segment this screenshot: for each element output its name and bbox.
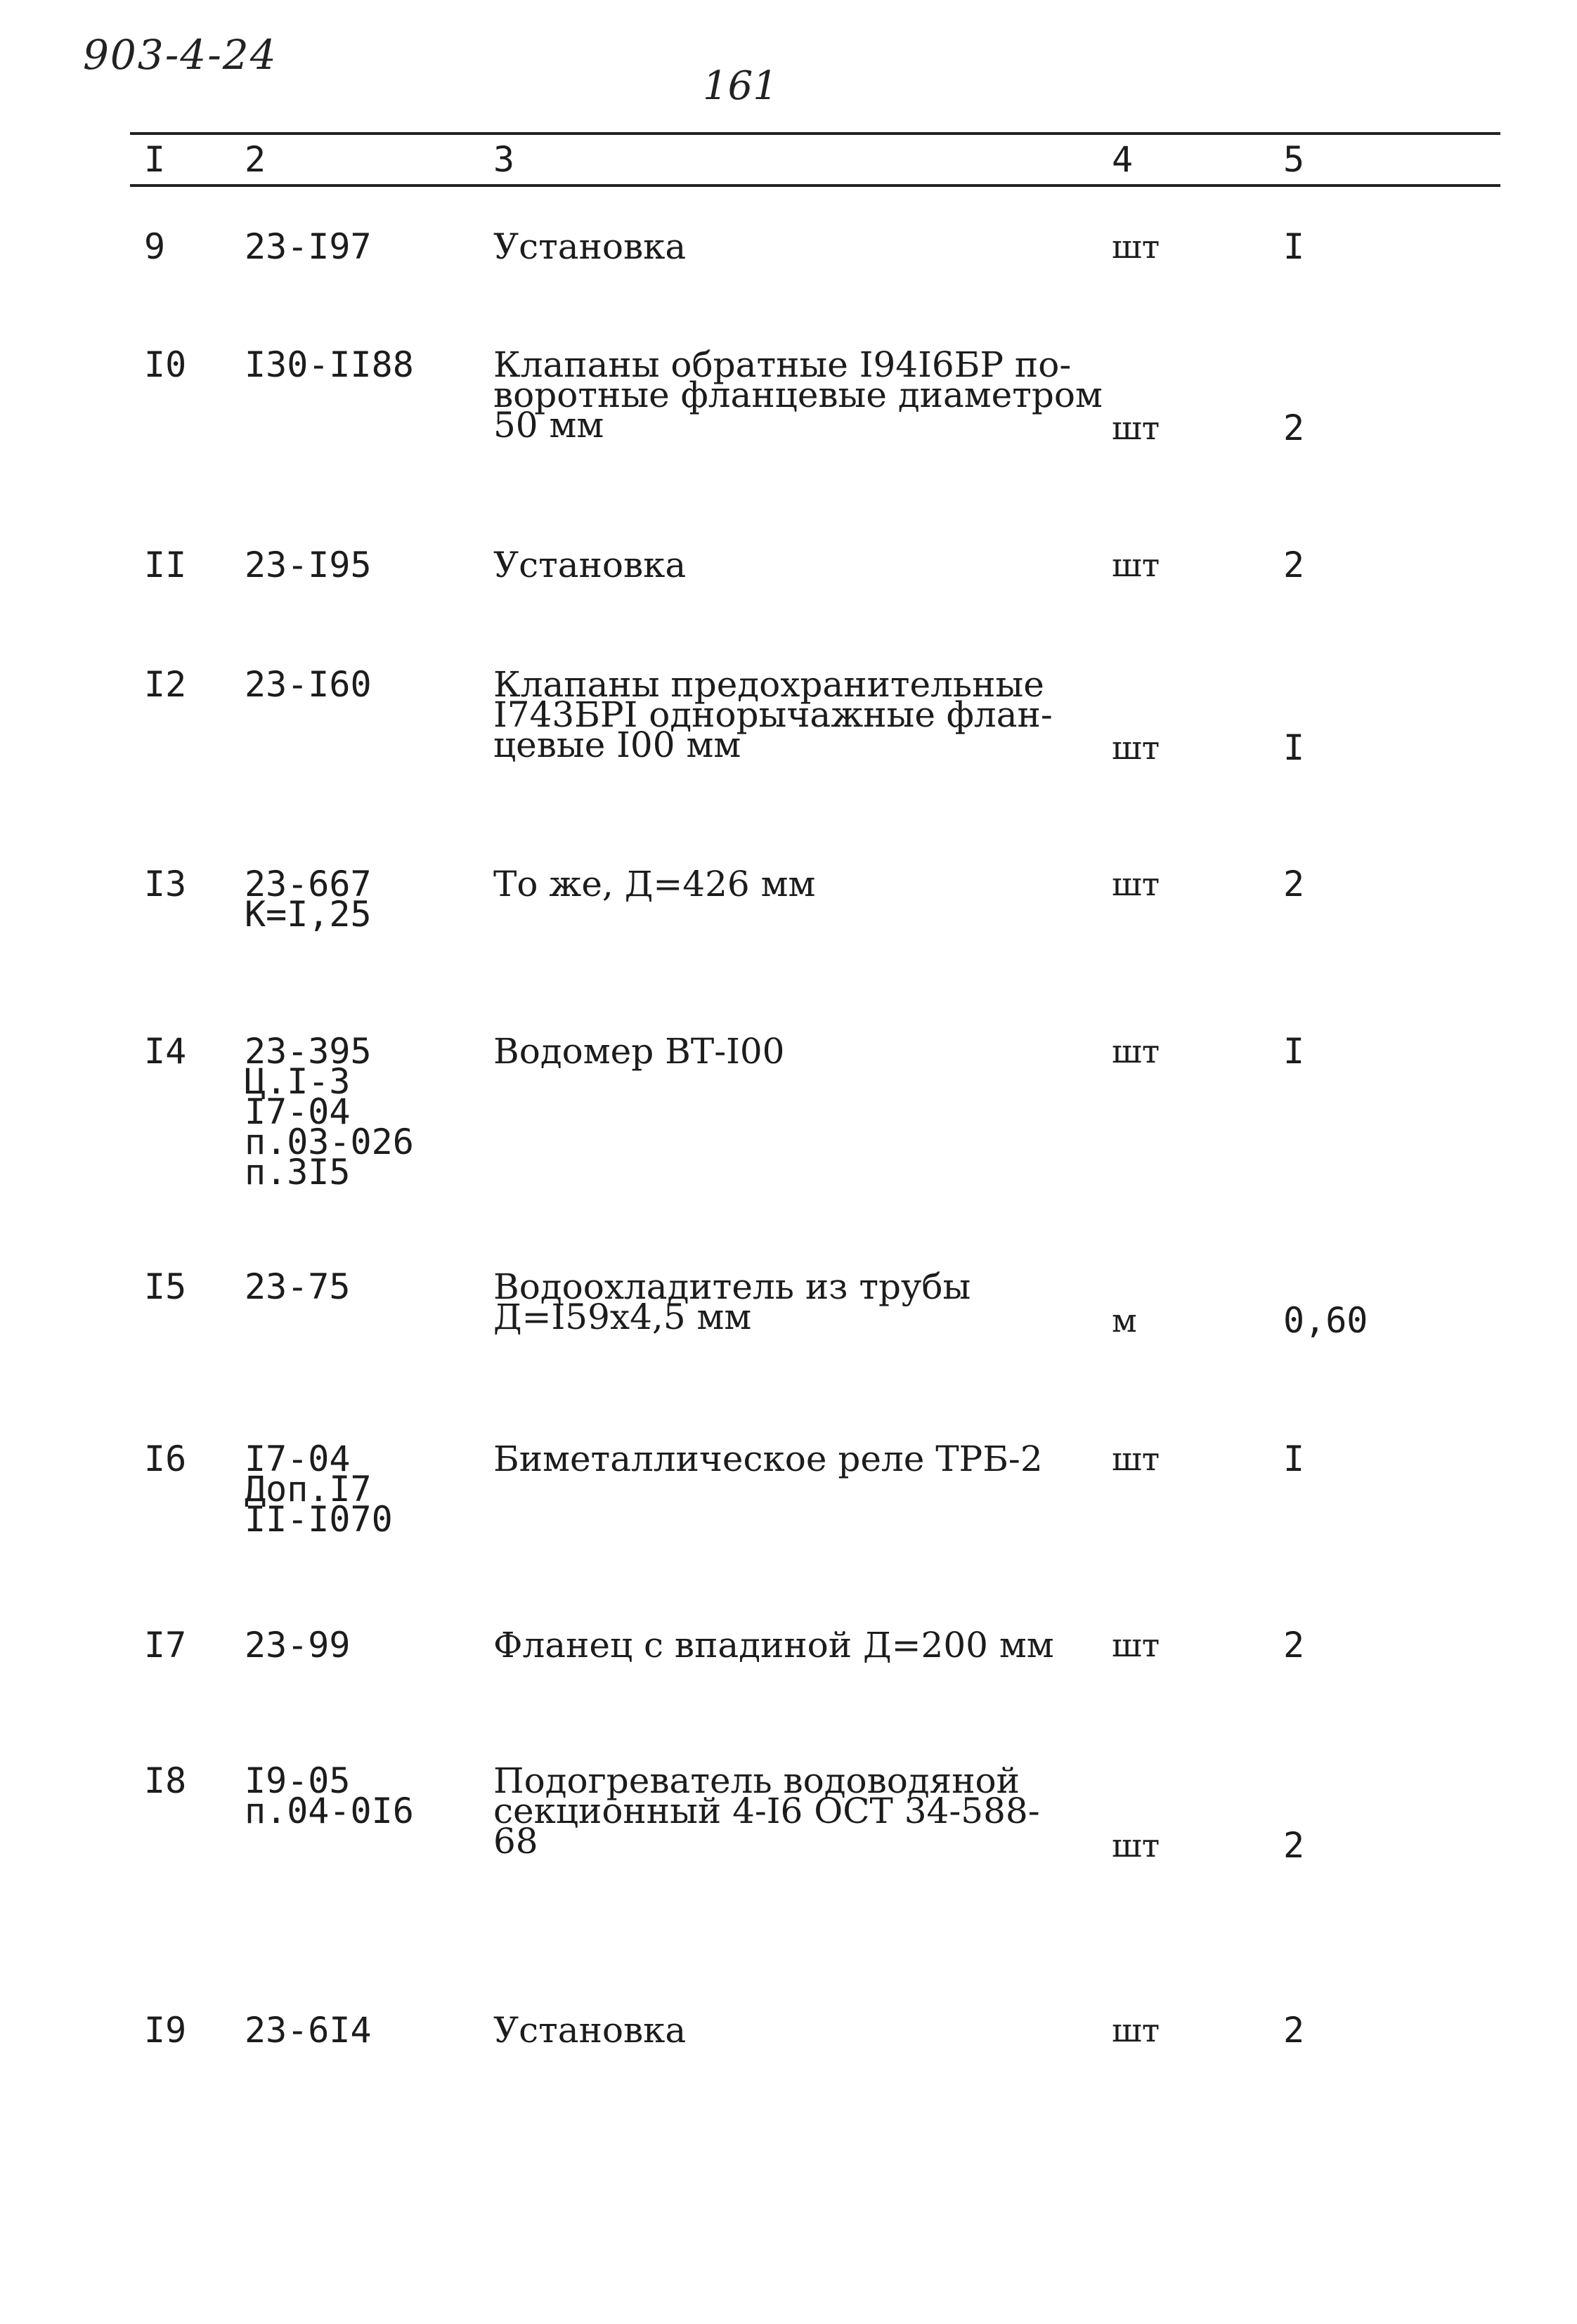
row-unit: шт	[1112, 1626, 1160, 1664]
row-unit: шт	[1112, 729, 1160, 767]
row-unit: шт	[1112, 228, 1160, 266]
row-name: Водоохладитель из трубы Д=I59х4,5 мм	[493, 1266, 971, 1337]
row-number: I9	[144, 2010, 187, 2051]
row-number: II	[144, 545, 187, 585]
row-name: Клапаны предохранительные I743БРI однорычажные флан- цевые I00 мм	[493, 664, 1053, 765]
row-quantity: 2	[1283, 545, 1305, 585]
table-top-rule	[130, 132, 1500, 135]
column-header-2: 2	[245, 139, 266, 180]
row-number: I3	[144, 864, 187, 904]
row-number: I7	[144, 1625, 187, 1666]
column-header-4: 4	[1112, 139, 1134, 180]
row-unit: шт	[1112, 1826, 1160, 1864]
row-number: I4	[144, 1031, 187, 1072]
row-name: Установка	[493, 2010, 687, 2051]
row-code: 23-99	[245, 1625, 351, 1666]
row-code: 23-6I4	[245, 2010, 372, 2051]
row-name: Водомер ВТ-I00	[493, 1031, 785, 1072]
row-quantity: 2	[1283, 2010, 1305, 2051]
row-name: Подогреватель водоводяной секционный 4-I6 ОСТ 34-588- 68	[493, 1760, 1040, 1862]
row-code: I30-II88	[245, 344, 414, 385]
row-unit: шт	[1112, 409, 1160, 447]
row-unit: шт	[1112, 546, 1160, 584]
column-header-1: I	[144, 139, 166, 180]
row-code: 23-I95	[245, 545, 372, 585]
row-code: 23-75	[245, 1266, 351, 1307]
row-quantity: 0,60	[1283, 1300, 1368, 1341]
row-name: То же, Д=426 мм	[493, 864, 816, 904]
row-quantity: 2	[1283, 1825, 1305, 1866]
row-code: 23-I60	[245, 664, 372, 705]
row-quantity: 2	[1283, 408, 1305, 448]
row-number: I2	[144, 664, 187, 705]
row-quantity: I	[1283, 1439, 1305, 1479]
row-quantity: 2	[1283, 864, 1305, 904]
row-number: I8	[144, 1760, 187, 1801]
row-name: Установка	[493, 545, 687, 585]
row-code: I9-05 п.04-0I6	[245, 1760, 414, 1831]
row-name: Биметаллическое реле ТРБ-2	[493, 1439, 1043, 1479]
row-quantity: I	[1283, 226, 1305, 267]
page-number: 161	[703, 63, 778, 109]
column-header-3: 3	[493, 139, 515, 180]
column-header-5: 5	[1283, 139, 1305, 180]
row-name: Фланец с впадиной Д=200 мм	[493, 1625, 1054, 1666]
row-unit: шт	[1112, 865, 1160, 903]
row-number: 9	[144, 226, 166, 267]
row-code: 23-I97	[245, 226, 372, 267]
row-name: Клапаны обратные I94I6БР по- воротные фланцевые диаметром 50 мм	[493, 344, 1103, 446]
row-quantity: I	[1283, 727, 1305, 768]
row-unit: шт	[1112, 1032, 1160, 1070]
row-quantity: I	[1283, 1031, 1305, 1072]
row-number: I5	[144, 1266, 187, 1307]
document-code: 903-4-24	[83, 31, 278, 79]
row-code: 23-667 К=I,25	[245, 864, 372, 935]
row-quantity: 2	[1283, 1625, 1305, 1666]
table-header-rule	[130, 184, 1500, 187]
row-code: 23-395 Ц.I-3 I7-04 п.03-026 п.3I5	[245, 1031, 414, 1193]
row-number: I6	[144, 1439, 187, 1479]
row-unit: м	[1112, 1301, 1137, 1339]
row-unit: шт	[1112, 1440, 1160, 1478]
row-name: Установка	[493, 226, 687, 267]
row-number: I0	[144, 344, 187, 385]
row-unit: шт	[1112, 2011, 1160, 2049]
row-code: I7-04 Доп.I7 II-I070	[245, 1439, 393, 1540]
